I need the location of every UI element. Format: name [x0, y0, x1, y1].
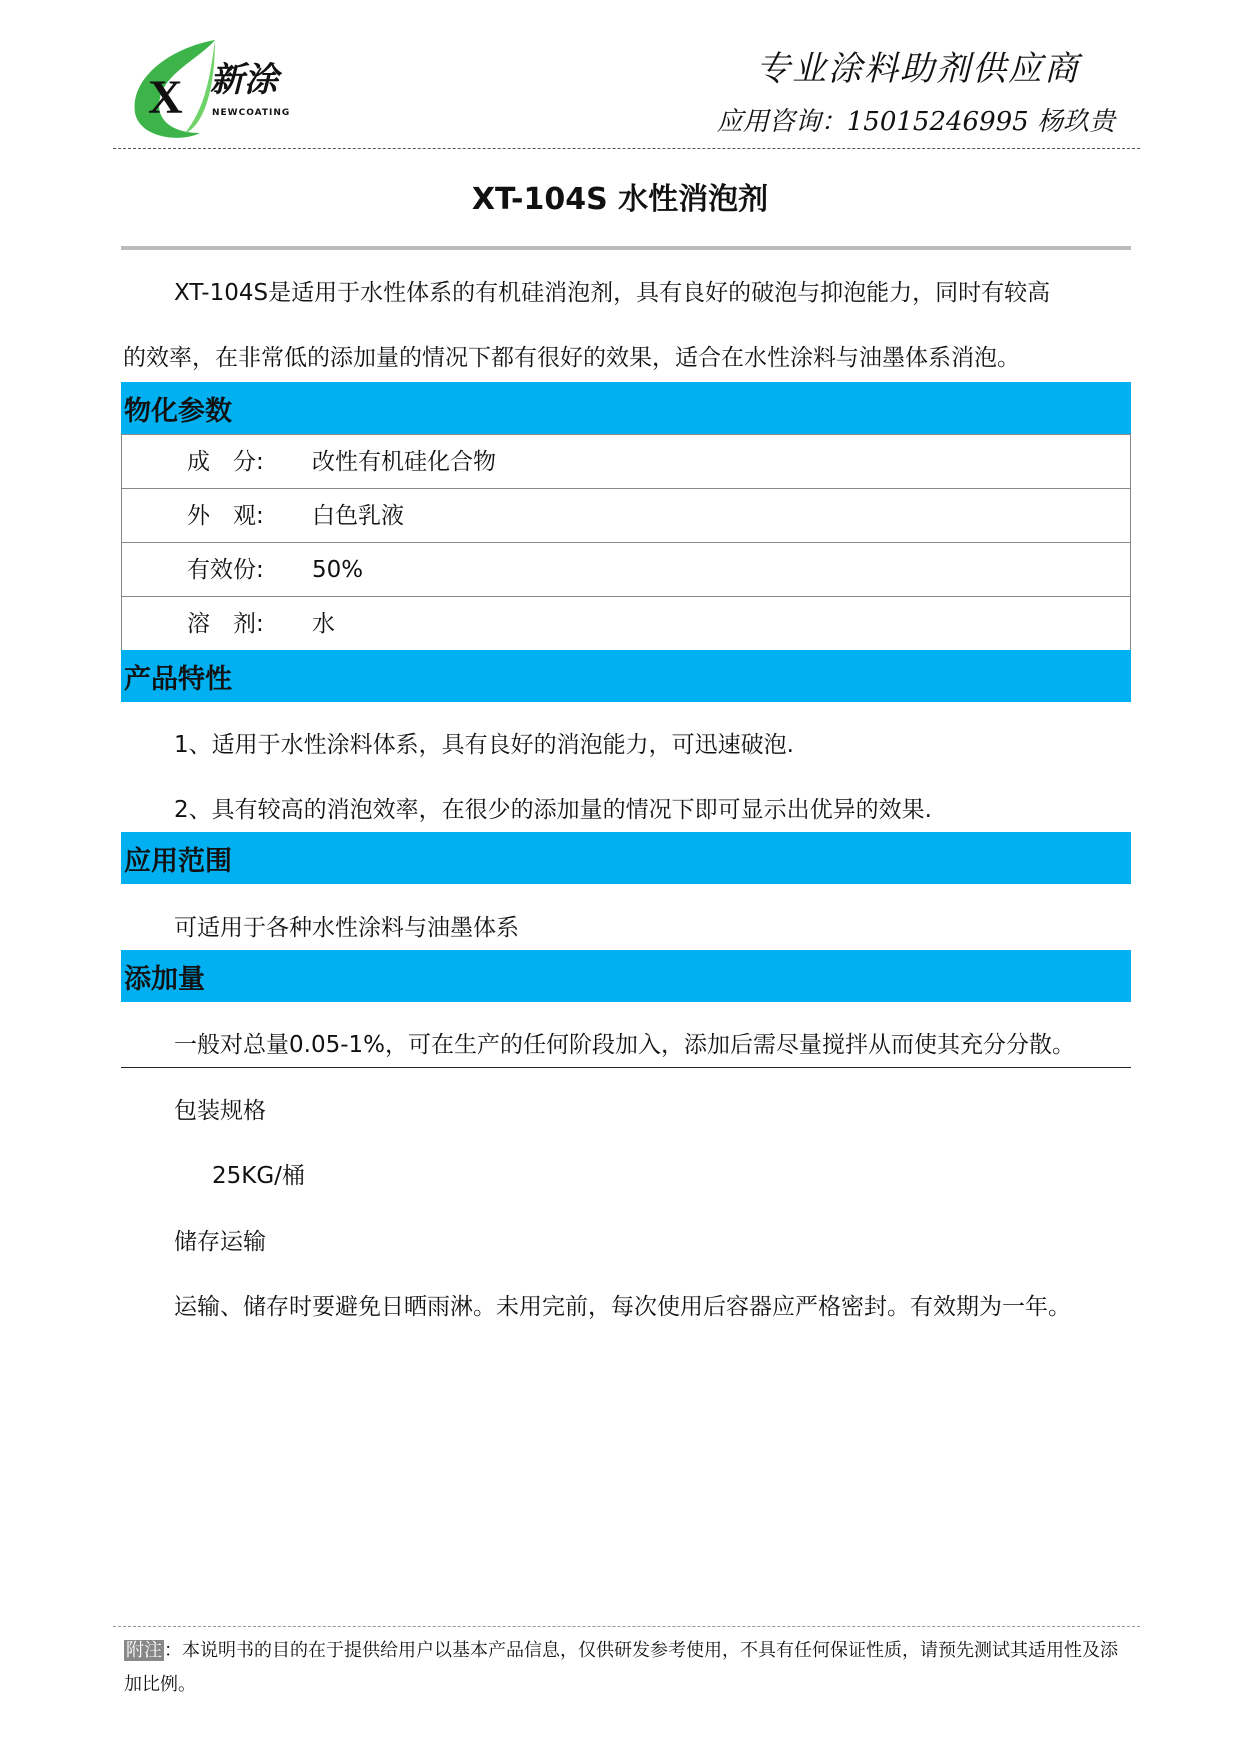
prop-key: 溶 剂: [187, 611, 264, 637]
slogan: 专业涂料助剂供应商 [756, 49, 1080, 89]
note-text: ：本说明书的目的在于提供给用户以基本产品信息，仅供研发参考使用，不具有任何保证性质，请预先测试其适用性及添加比例。 [124, 1640, 1118, 1695]
title-divider [121, 246, 1131, 250]
feature-item: 2、具有较高的消泡效率，在很少的添加量的情况下即可显示出优异的效果. [174, 797, 932, 823]
intro-line: XT-104S是适用于水性体系的有机硅消泡剂，具有良好的破泡与抑泡能力，同时有较高 [174, 280, 1051, 306]
document-title: XT-104S 水性消泡剂 [471, 182, 769, 217]
dosage-text: 一般对总量0.05-1%，可在生产的任何阶段加入，添加后需尽量搅拌从而使其充分分散。 [174, 1032, 1075, 1058]
table-row [122, 543, 1130, 597]
prop-key: 外 观: [187, 502, 264, 529]
table-row [122, 597, 1130, 651]
table-row [122, 435, 1130, 489]
logo-subtext: NEWCOATING [212, 108, 291, 118]
prop-value: 水 [312, 611, 335, 637]
footer-note [124, 1634, 1134, 1702]
logo-text: 新涂 [210, 60, 278, 100]
prop-value: 改性有机硅化合物 [312, 448, 496, 475]
prop-value: 50% [312, 556, 364, 583]
section-header-scope: 应用范围 [121, 832, 1131, 884]
intro-line: 的效率，在非常低的添加量的情况下都有很好的效果，适合在水性涂料与油墨体系消泡。 [123, 345, 1020, 371]
prop-key: 成 分: [187, 448, 264, 475]
svg-text:X: X [148, 71, 183, 124]
section-header-dosage: 添加量 [121, 950, 1131, 1002]
scope-text: 可适用于各种水性涂料与油墨体系 [174, 915, 519, 941]
prop-key: 有效份: [187, 556, 264, 583]
section-header-features: 产品特性 [121, 650, 1131, 702]
packing-label: 包装规格 [174, 1098, 266, 1124]
footer-divider [113, 1626, 1140, 1627]
table-row [122, 489, 1130, 543]
props-table [121, 434, 1131, 652]
prop-value: 白色乳液 [312, 502, 404, 529]
dosage-divider [121, 1067, 1131, 1068]
section-header-props: 物化参数 [121, 382, 1131, 434]
company-logo [130, 38, 300, 143]
storage-label: 储存运输 [174, 1229, 266, 1255]
packing-value: 25KG/桶 [212, 1163, 305, 1189]
note-tag: 附注 [126, 1640, 162, 1661]
storage-text: 运输、储存时要避免日晒雨淋。未用完前，每次使用后容器应严格密封。有效期为一年。 [174, 1294, 1071, 1320]
contact-info: 应用咨询：15015246995 杨玖贵 [716, 107, 1115, 137]
feature-item: 1、适用于水性涂料体系，具有良好的消泡能力，可迅速破泡. [174, 732, 794, 758]
header-divider [113, 148, 1140, 149]
